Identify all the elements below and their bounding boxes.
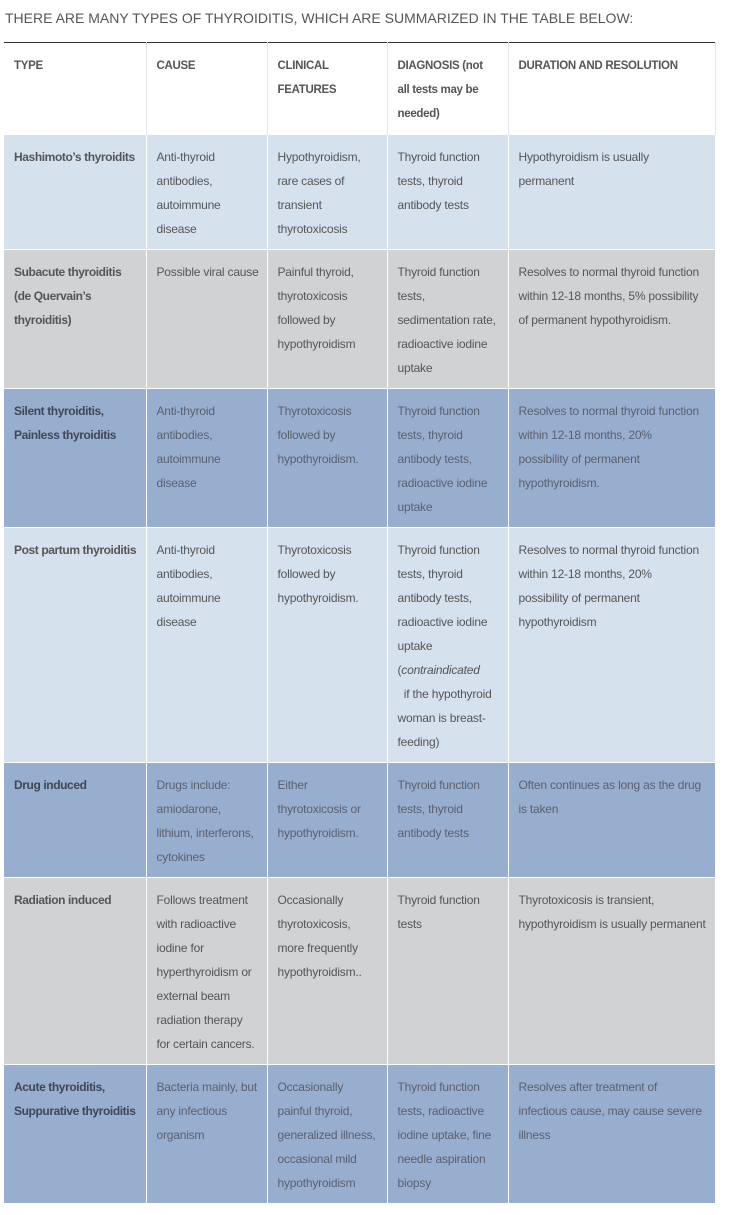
thyroiditis-table	[4, 42, 716, 1203]
cell-type: Post partum thyroiditis	[4, 528, 146, 763]
cell-duration: Resolves to normal thyroid function within 12-18 months, 5% possibility of permanent hypothyroidism.	[508, 250, 715, 389]
cell-duration: Often continues as long as the drug is taken	[508, 763, 715, 878]
cell-duration: Resolves after treatment of infectious cause, may cause severe illness	[508, 1065, 715, 1204]
cell-duration: Resolves to normal thyroid function within 12-18 months, 20% possibility of permanent hypothyroidism.	[508, 389, 715, 528]
cell-duration: Hypothyroidism is usually permanent	[508, 135, 715, 250]
cell-diagnosis: Thyroid function tests, thyroid antibody tests, radioactive iodine uptake	[387, 389, 508, 528]
cell-duration: Resolves to normal thyroid function within 12-18 months, 20% possibility of permanent hypothyroidism	[508, 528, 715, 763]
cell-diagnosis: Thyroid function tests, radioactive iodine uptake, fine needle aspiration biopsy	[387, 1065, 508, 1204]
header-duration-resolution: DURATION AND RESOLUTION	[508, 43, 715, 135]
cell-type: Silent thyroiditis, Painless thyroiditis	[4, 389, 146, 528]
cell-cause: Anti-thyroid antibodies, autoimmune disease	[146, 135, 267, 250]
cell-cause: Follows treatment with radioactive iodine for hyperthyroidism or external beam radiation therapy for certain cancers.	[146, 878, 267, 1065]
table-row	[4, 250, 715, 389]
table-row	[4, 389, 715, 528]
cell-clinical: Occasionally painful thyroid, generalized illness, occasional mild hypothyroidism	[267, 1065, 387, 1204]
cell-diagnosis: Thyroid function tests, thyroid antibody tests, radioactive iodine uptake (contraindicated if the hypothyroid woman is breast- feeding)	[387, 528, 508, 763]
cell-clinical: Hypothyroidism, rare cases of transient thyrotoxicosis	[267, 135, 387, 250]
table-row	[4, 528, 715, 763]
contraindicated-note: contraindicated	[401, 663, 480, 677]
header-type: TYPE	[4, 43, 146, 135]
header-clinical-features: CLINICAL FEATURES	[267, 43, 387, 135]
cell-diagnosis: Thyroid function tests	[387, 878, 508, 1065]
cell-type: Radiation induced	[4, 878, 146, 1065]
header-cause: CAUSE	[146, 43, 267, 135]
cell-clinical: Occasionally thyrotoxicosis, more frequently hypothyroidism..	[267, 878, 387, 1065]
intro-text: THERE ARE MANY TYPES OF THYROIDITIS, WHICH ARE SUMMARIZED IN THE TABLE BELOW:	[5, 10, 634, 26]
cell-diagnosis: Thyroid function tests, sedimentation rate, radioactive iodine uptake	[387, 250, 508, 389]
cell-type: Drug induced	[4, 763, 146, 878]
cell-type: Subacute thyroiditis (de Quervain’s thyroiditis)	[4, 250, 146, 389]
cell-diagnosis: Thyroid function tests, thyroid antibody tests	[387, 763, 508, 878]
table-row	[4, 763, 715, 878]
cell-type: Acute thyroiditis, Suppurative thyroiditis	[4, 1065, 146, 1204]
cell-clinical: Thyrotoxicosis followed by hypothyroidism.	[267, 528, 387, 763]
cell-clinical: Thyrotoxicosis followed by hypothyroidism.	[267, 389, 387, 528]
cell-duration: Thyrotoxicosis is transient, hypothyroidism is usually permanent	[508, 878, 715, 1065]
table-row	[4, 1065, 715, 1204]
cell-clinical: Painful thyroid, thyrotoxicosis followed by hypothyroidism	[267, 250, 387, 389]
header-row	[4, 43, 715, 135]
table-body	[4, 135, 715, 1204]
table-header	[4, 43, 715, 135]
cell-diagnosis: Thyroid function tests, thyroid antibody tests	[387, 135, 508, 250]
cell-type: Hashimoto’s thyroidits	[4, 135, 146, 250]
table-row	[4, 135, 715, 250]
cell-clinical: Either thyrotoxicosis or hypothyroidism.	[267, 763, 387, 878]
cell-cause: Anti-thyroid antibodies, autoimmune disease	[146, 528, 267, 763]
header-diagnosis: DIAGNOSIS (not all tests may be needed)	[387, 43, 508, 135]
cell-cause: Drugs include: amiodarone, lithium, interferons, cytokines	[146, 763, 267, 878]
cell-cause: Anti-thyroid antibodies, autoimmune disease	[146, 389, 267, 528]
table-row	[4, 878, 715, 1065]
cell-cause: Possible viral cause	[146, 250, 267, 389]
cell-cause: Bacteria mainly, but any infectious organism	[146, 1065, 267, 1204]
